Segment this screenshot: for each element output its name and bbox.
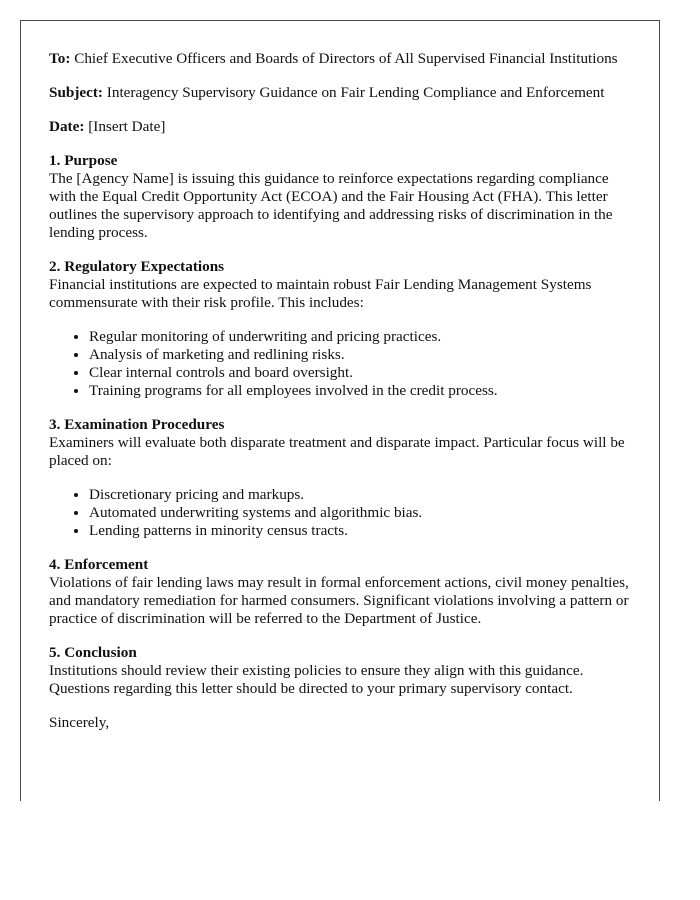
letter-content	[49, 50, 639, 732]
section-enforcement	[49, 556, 639, 628]
section-body: Violations of fair lending laws may result in formal enforcement actions, civil money penalties, and mandatory remediation for harmed consumers. Significant violations involving a pattern or practice of discrimination will be referred to the Department of Justice.	[49, 574, 629, 627]
section-examination-procedures	[49, 416, 639, 540]
list-item: • Lending patterns in minority census tracts.	[89, 522, 639, 540]
list-item: • Clear internal controls and board oversight.	[89, 364, 639, 382]
section-title: 4. Enforcement	[49, 556, 149, 573]
signoff: Sincerely,	[49, 714, 110, 731]
subject-label: Subject:	[49, 84, 103, 101]
list-item: • Training programs for all employees involved in the credit process.	[89, 382, 639, 400]
section-regulatory-expectations	[49, 258, 639, 400]
section-body: Examiners will evaluate both disparate treatment and disparate impact. Particular focus will be placed on:	[49, 434, 625, 469]
section-title: 3. Examination Procedures	[49, 416, 225, 433]
to-label: To:	[49, 50, 71, 67]
date-label: Date:	[49, 118, 85, 135]
section-title: 2. Regulatory Expectations	[49, 258, 225, 275]
section-title: 1. Purpose	[49, 152, 118, 169]
date-line	[49, 118, 639, 136]
date-value: [Insert Date]	[88, 118, 166, 135]
section-body: The [Agency Name] is issuing this guidance to reinforce expectations regarding compliance with the Equal Credit Opportunity Act (ECOA) and the Fair Housing Act (FHA). This letter outlines the supervisory approach to identifying and addressing risks of discrimination in the lending process.	[49, 170, 613, 241]
bullet-list	[49, 328, 639, 400]
list-item: • Automated underwriting systems and algorithmic bias.	[89, 504, 639, 522]
section-conclusion	[49, 644, 639, 698]
to-line	[49, 50, 639, 68]
list-item: • Regular monitoring of underwriting and pricing practices.	[89, 328, 639, 346]
to-value: Chief Executive Officers and Boards of Directors of All Supervised Financial Institutions	[74, 50, 618, 67]
bullet-list	[49, 486, 639, 540]
list-item: • Discretionary pricing and markups.	[89, 486, 639, 504]
section-title: 5. Conclusion	[49, 644, 137, 661]
section-body: Financial institutions are expected to maintain robust Fair Lending Management Systems commensurate with their risk profile. This includes:	[49, 276, 592, 311]
subject-line	[49, 84, 639, 102]
section-body: Institutions should review their existing policies to ensure they align with this guidance. Questions regarding this letter should be directed to your primary supervisory contact.	[49, 662, 584, 697]
section-purpose	[49, 152, 639, 242]
subject-value: Interagency Supervisory Guidance on Fair Lending Compliance and Enforcement	[106, 84, 605, 101]
letter-page	[20, 20, 660, 801]
list-item: • Analysis of marketing and redlining risks.	[89, 346, 639, 364]
